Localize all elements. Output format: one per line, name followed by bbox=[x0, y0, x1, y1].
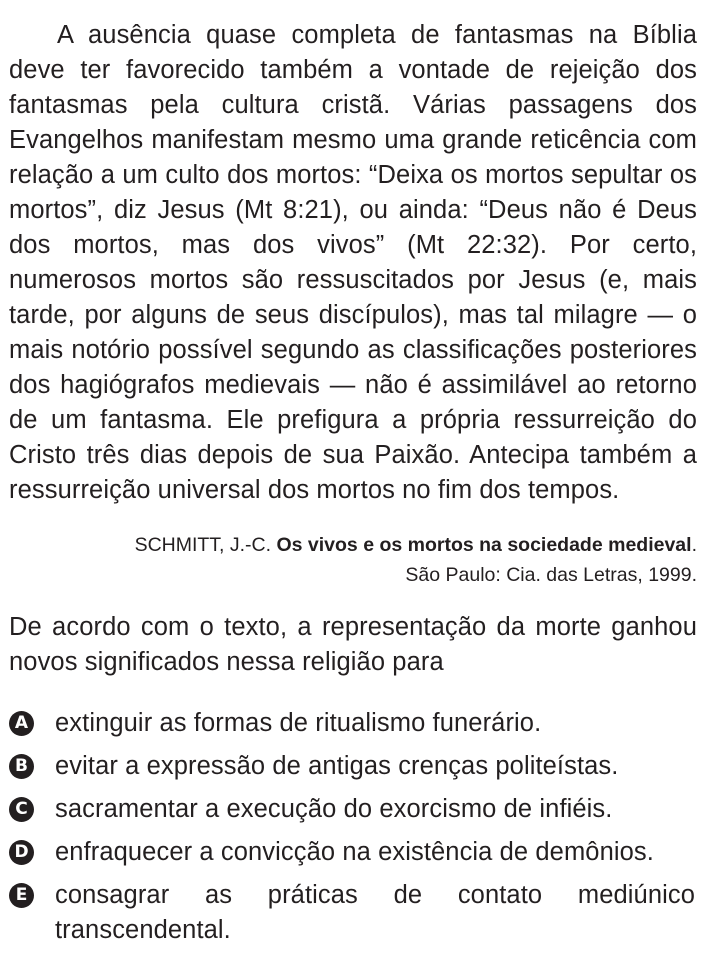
option-e[interactable] bbox=[9, 878, 697, 948]
option-c[interactable] bbox=[9, 792, 697, 827]
citation bbox=[9, 530, 697, 590]
option-text: sacramentar a execução do exorcismo de infiéis. bbox=[55, 794, 613, 823]
option-text: evitar a expressão de antigas crenças politeístas. bbox=[55, 751, 619, 780]
question-page bbox=[9, 18, 697, 956]
option-text: enfraquecer a convicção na existência de demônios. bbox=[55, 837, 654, 866]
option-b[interactable] bbox=[9, 749, 697, 784]
option-text: extinguir as formas de ritualismo funerário. bbox=[55, 708, 542, 737]
option-d[interactable] bbox=[9, 835, 697, 870]
option-letter-badge: C bbox=[9, 797, 34, 822]
option-letter-badge: A bbox=[9, 711, 34, 736]
citation-line-1 bbox=[9, 530, 697, 560]
option-text: consagrar as práticas de contato mediúnico transcendental. bbox=[55, 880, 695, 944]
option-letter-badge: E bbox=[9, 883, 34, 908]
passage-text: A ausência quase completa de fantasmas na Bíblia deve ter favorecido também a vontade de rejeição dos fantasmas pela cultura cristã. Várias passagens dos Evangelhos manifestam mesmo uma grande reticência com relação a um culto dos mortos: “Deixa os mortos sepultar os mortos”, diz Jesus (Mt 8:21), ou ainda: “Deus não é Deus dos mortos, mas dos vivos” (Mt 22:32). Por certo, numerosos mortos são ressuscitados por Jesus (e, mais tarde, por alguns de seus discípulos), mas tal milagre — o mais notório possível segundo as classificações posteriores dos hagiógrafos medievais — não é assimilável ao retorno de um fantasma. Ele prefigura a própria ressurreição do Cristo três dias depois de sua Paixão. Antecipa também a ressurreição universal dos mortos no fim dos tempos. bbox=[9, 21, 697, 504]
question-stem: De acordo com o texto, a representação da morte ganhou novos significados nessa religião para bbox=[9, 613, 697, 676]
answer-options bbox=[9, 706, 697, 948]
citation-title: Os vivos e os mortos na sociedade medieval bbox=[276, 534, 692, 556]
citation-publisher: São Paulo: Cia. das Letras, 1999. bbox=[405, 564, 697, 586]
citation-author: SCHMITT, J.-C. bbox=[134, 534, 272, 556]
option-a[interactable] bbox=[9, 706, 697, 741]
option-letter-badge: B bbox=[9, 754, 34, 779]
option-letter-badge: D bbox=[9, 840, 34, 865]
citation-title-suffix: . bbox=[691, 534, 697, 556]
